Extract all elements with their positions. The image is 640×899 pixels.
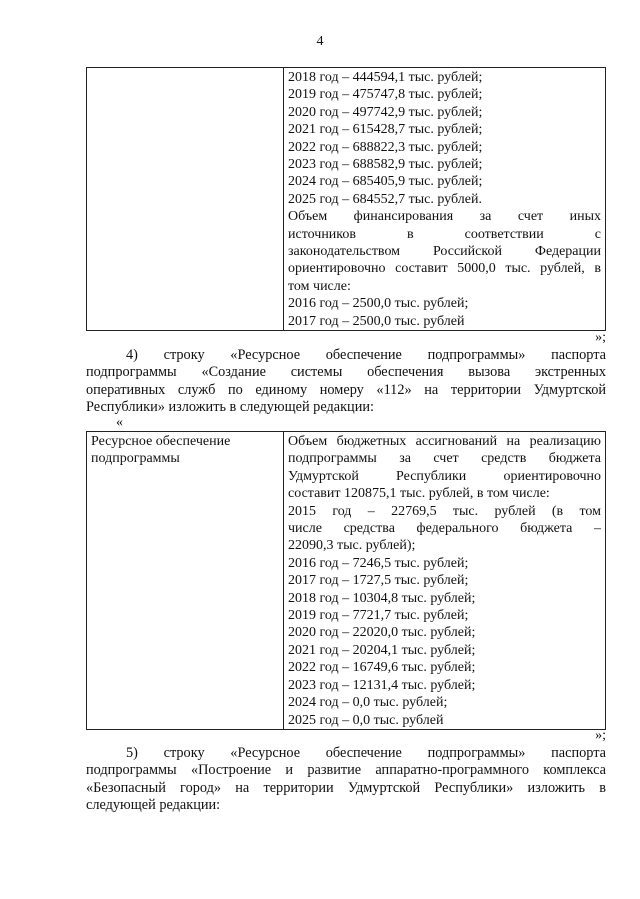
funding-text: подпрограммы за счет средств бюджета bbox=[288, 451, 601, 467]
year-line: 2018 год – 444594,1 тыс. рублей; bbox=[288, 70, 483, 85]
funding-text: Удмуртской Республики ориентировочно bbox=[288, 468, 601, 484]
paragraph-line: следующей редакции: bbox=[86, 797, 221, 814]
year-line: 2022 год – 16749,6 тыс. рублей; bbox=[288, 660, 476, 676]
other-sources-text: ориентировочно составит 5000,0 тыс. рублей, в bbox=[288, 261, 601, 277]
table-cell-funding-details bbox=[284, 68, 606, 331]
closing-quote: »; bbox=[595, 330, 606, 345]
paragraph-line: Республики» изложить в следующей редакции: bbox=[86, 399, 374, 416]
other-sources-text: том числе: bbox=[288, 278, 351, 294]
other-sources-text: законодательством Российской Федерации bbox=[288, 244, 601, 260]
year-line: 2015 год – 22769,5 тыс. рублей (в том bbox=[288, 503, 601, 519]
other-sources-text: Объем финансирования за счет иных bbox=[288, 209, 601, 225]
paragraph-line: «Безопасный город» на территории Удмуртской Республики» изложить в bbox=[86, 779, 606, 796]
closing-quote: »; bbox=[595, 728, 606, 743]
year-line: 2018 год – 10304,8 тыс. рублей; bbox=[288, 590, 476, 606]
year-line: 2019 год – 475747,8 тыс. рублей; bbox=[288, 87, 483, 103]
table-row bbox=[87, 432, 606, 730]
year-line: 2017 год – 1727,5 тыс. рублей; bbox=[288, 573, 469, 589]
year-line: 2019 год – 7721,7 тыс. рублей; bbox=[288, 608, 469, 624]
funding-table-continued bbox=[86, 67, 606, 331]
year-line: 2020 год – 497742,9 тыс. рублей; bbox=[288, 104, 483, 120]
funding-total: составит 120875,1 тыс. рублей, в том числе: bbox=[288, 486, 550, 502]
other-sources-text: источников в соответствии с bbox=[288, 226, 601, 242]
year-line: 2022 год – 688822,3 тыс. рублей; bbox=[288, 139, 483, 155]
funding-text: Объем бюджетных ассигнований на реализацию bbox=[288, 434, 601, 449]
table-cell-funding-details bbox=[284, 432, 606, 730]
paragraph-line: 5) строку «Ресурсное обеспечение подпрограммы» паспорта bbox=[126, 745, 606, 761]
year-line: 22090,3 тыс. рублей); bbox=[288, 538, 416, 554]
year-line: 2021 год – 615428,7 тыс. рублей; bbox=[288, 122, 483, 138]
year-line: 2025 год – 0,0 тыс. рублей bbox=[288, 712, 444, 728]
year-line: 2016 год – 7246,5 тыс. рублей; bbox=[288, 555, 469, 571]
year-line: 2025 год – 684552,7 тыс. рублей. bbox=[288, 191, 482, 207]
year-line: 2016 год – 2500,0 тыс. рублей; bbox=[288, 296, 469, 312]
table-cell-left-empty bbox=[87, 68, 284, 331]
year-line: 2024 год – 0,0 тыс. рублей; bbox=[288, 695, 448, 711]
paragraph-item-4 bbox=[86, 347, 606, 417]
year-line: числе средства федерального бюджета – bbox=[288, 521, 601, 537]
paragraph-line: подпрограммы «Построение и развитие аппаратно-программного комплекса bbox=[86, 762, 606, 779]
year-line: 2023 год – 12131,4 тыс. рублей; bbox=[288, 677, 476, 693]
year-line: 2023 год – 688582,9 тыс. рублей; bbox=[288, 157, 483, 173]
paragraph-line: подпрограммы «Создание системы обеспечения вызова экстренных bbox=[86, 364, 606, 381]
year-line: 2017 год – 2500,0 тыс. рублей bbox=[288, 313, 465, 329]
table-row bbox=[87, 68, 606, 331]
paragraph-item-5 bbox=[86, 745, 606, 815]
year-line: 2020 год – 22020,0 тыс. рублей; bbox=[288, 625, 476, 641]
year-line: 2024 год – 685405,9 тыс. рублей; bbox=[288, 174, 483, 190]
opening-quote: « bbox=[116, 415, 123, 430]
year-line: 2021 год – 20204,1 тыс. рублей; bbox=[288, 642, 476, 658]
page-number: 4 bbox=[316, 34, 324, 49]
paragraph-line: оперативных служб по единому номеру «112» на территории Удмуртской bbox=[86, 381, 606, 398]
paragraph-line: 4) строку «Ресурсное обеспечение подпрограммы» паспорта bbox=[126, 347, 606, 363]
resource-provision-table bbox=[86, 431, 606, 730]
row-label-resource-provision: Ресурсное обеспечение подпрограммы bbox=[87, 432, 284, 730]
